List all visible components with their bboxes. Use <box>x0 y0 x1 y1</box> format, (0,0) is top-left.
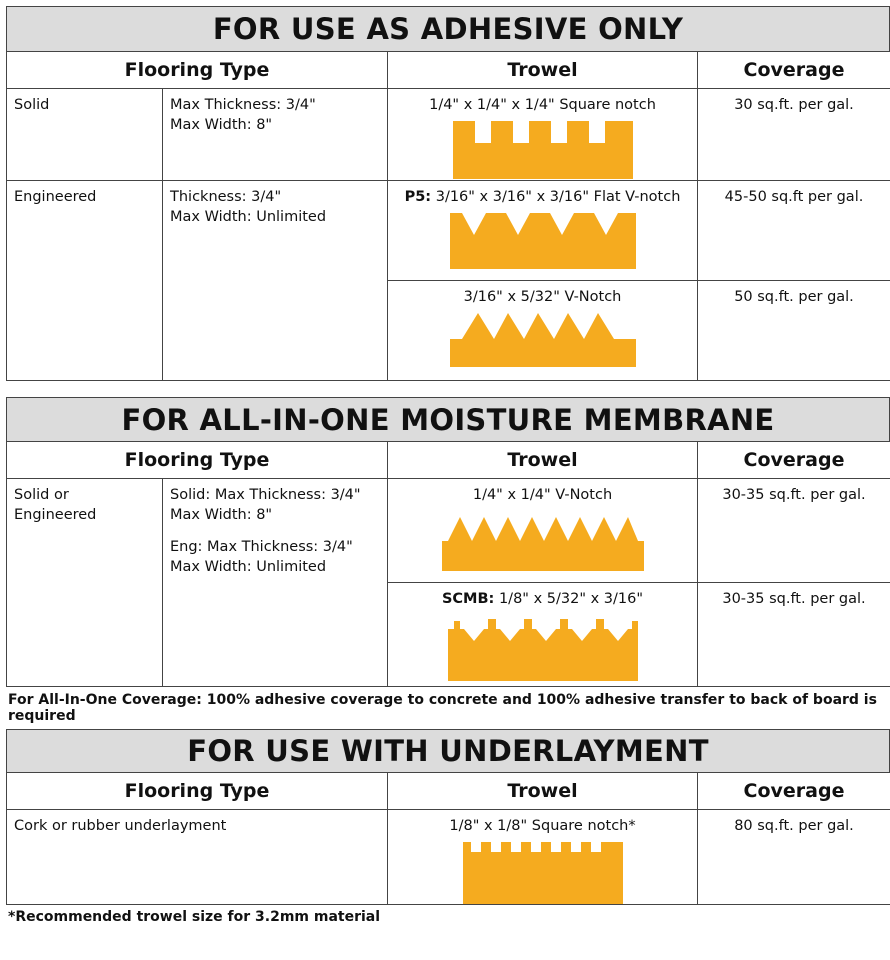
header-coverage: Coverage <box>698 773 890 810</box>
section-title: FOR USE AS ADHESIVE ONLY <box>6 6 890 51</box>
membrane-table <box>6 441 890 687</box>
header-coverage: Coverage <box>698 442 890 479</box>
scmb-trowel-icon <box>448 615 638 681</box>
header-trowel: Trowel <box>388 773 698 810</box>
section-underlayment <box>6 729 890 905</box>
square-notch-trowel-icon <box>463 842 623 904</box>
flooring-spec-engineered: Eng: Max Thickness: 3/4" Max Width: Unlimited <box>170 539 353 575</box>
flooring-spec: Thickness: 3/4" Max Width: Unlimited <box>170 189 327 225</box>
coverage-value: 45-50 sq.ft per gal. <box>724 189 864 205</box>
trowel-size: SCMB: 1/8" x 5/32" x 3/16" <box>441 591 644 607</box>
footnote: *Recommended trowel size for 3.2mm material <box>8 909 381 925</box>
v-notch-trowel-icon <box>442 511 644 571</box>
coverage-value: 30-35 sq.ft. per gal. <box>722 591 866 607</box>
flat-v-notch-trowel-icon <box>450 213 636 269</box>
table-row <box>7 479 890 583</box>
v-notch-trowel-icon <box>450 313 636 367</box>
table-row <box>7 810 890 905</box>
header-flooring-type: Flooring Type <box>7 52 388 89</box>
header-flooring-type: Flooring Type <box>7 773 388 810</box>
flooring-type: Solid <box>14 97 50 113</box>
header-flooring-type: Flooring Type <box>7 442 388 479</box>
header-coverage: Coverage <box>698 52 890 89</box>
flooring-type: Cork or rubber underlayment <box>14 818 227 834</box>
coverage-value: 80 sq.ft. per gal. <box>734 818 854 834</box>
trowel-size: 1/4" x 1/4" V-Notch <box>472 487 613 503</box>
header-trowel: Trowel <box>388 442 698 479</box>
section-title: FOR ALL-IN-ONE MOISTURE MEMBRANE <box>6 397 890 441</box>
adhesive-table <box>6 51 890 381</box>
section-moisture-membrane <box>6 397 890 687</box>
header-trowel: Trowel <box>388 52 698 89</box>
trowel-size: P5: 3/16" x 3/16" x 3/16" Flat V-notch <box>404 189 681 205</box>
coverage-value: 50 sq.ft. per gal. <box>734 289 854 305</box>
all-in-one-coverage-note: For All-In-One Coverage: 100% adhesive coverage to concrete and 100% adhesive transfer to back of board is required <box>8 692 877 724</box>
coverage-value: 30 sq.ft. per gal. <box>734 97 854 113</box>
trowel-size: 3/16" x 5/32" V-Notch <box>463 289 622 305</box>
coverage-value: 30-35 sq.ft. per gal. <box>722 487 866 503</box>
table-row <box>7 181 890 281</box>
section-title: FOR USE WITH UNDERLAYMENT <box>6 729 890 772</box>
flooring-type: Engineered <box>14 189 97 205</box>
table-row <box>7 89 890 181</box>
trowel-size: 1/4" x 1/4" x 1/4" Square notch <box>429 97 656 113</box>
trowel-size: 1/8" x 1/8" Square notch* <box>449 818 636 834</box>
flooring-type: Solid or Engineered <box>14 487 97 523</box>
underlayment-table <box>6 772 890 905</box>
square-notch-trowel-icon <box>453 121 633 179</box>
flooring-spec-solid: Solid: Max Thickness: 3/4" Max Width: 8" <box>170 487 361 523</box>
section-adhesive-only <box>6 6 890 381</box>
flooring-spec: Max Thickness: 3/4" Max Width: 8" <box>170 97 316 133</box>
